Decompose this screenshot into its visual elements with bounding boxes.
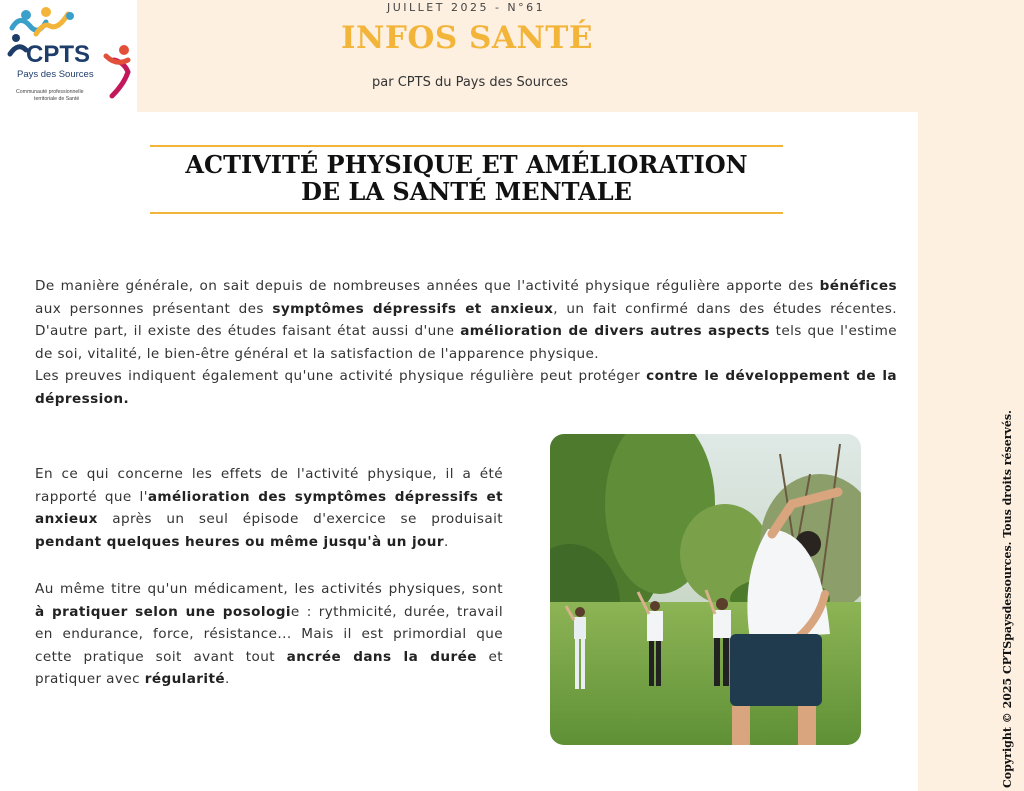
bold-text: à pratiquer selon une posologi bbox=[35, 603, 291, 620]
issue-label: JUILLET 2025 - N°61 bbox=[387, 1, 546, 14]
effects-paragraph bbox=[35, 463, 503, 553]
logo-box bbox=[0, 0, 137, 112]
title-rule-bottom bbox=[150, 212, 783, 214]
article-title bbox=[150, 151, 783, 205]
text-span: Au même titre qu'un médicament, les activités physiques, sont bbox=[35, 581, 503, 597]
text-span: et pratiquer avec bbox=[35, 648, 503, 687]
bold-text: bénéfices bbox=[819, 278, 897, 294]
byline: par CPTS du Pays des Sources bbox=[372, 75, 568, 90]
text-span: après un seul épisode d'exercice se produisait bbox=[97, 511, 503, 527]
logo-subtitle-line2: territoriale de Santé bbox=[34, 96, 80, 102]
copyright-notice: Copyright © 2025 CPTSpaysdessources. Tous droits réservés. bbox=[1001, 410, 1014, 788]
bold-text: amélioration de divers autres aspects bbox=[460, 323, 770, 339]
article-title-line1: ACTIVITÉ PHYSIQUE ET AMÉLIORATION bbox=[185, 150, 748, 179]
text-span: . bbox=[443, 533, 449, 550]
bold-text: ancrée dans la durée bbox=[286, 648, 477, 665]
bold-text: contre le développement de la dépression. bbox=[35, 368, 897, 407]
exercise-photo bbox=[550, 434, 861, 745]
newsletter-title: INFOS SANTÉ bbox=[340, 20, 593, 56]
text-span: . bbox=[224, 671, 230, 687]
text-span: e : rythmicité, durée, travail en endurance, force, résistance... Mais il est primordial que cette pratique soit avant tout bbox=[35, 603, 503, 665]
cpts-logo bbox=[6, 4, 134, 106]
text-span: aux personnes présentant des bbox=[35, 300, 273, 317]
bold-text: régularité bbox=[144, 671, 225, 687]
bold-text: symptômes dépressifs et anxieux bbox=[272, 300, 554, 317]
logo-tagline: Pays des Sources bbox=[17, 69, 94, 80]
text-span: Les preuves indiquent également qu'une activité physique régulière peut protéger bbox=[35, 368, 647, 384]
logo-subtitle-line1: Communauté professionnelle bbox=[16, 89, 84, 95]
bold-text: amélioration des symptômes dépressifs et anxieux bbox=[35, 488, 503, 527]
park-exercise-illustration bbox=[550, 434, 861, 745]
text-span: , un fait confirmé dans des études récentes. D'autre part, il existe des études faisant état aussi d'une bbox=[35, 300, 897, 339]
text-span: De manière générale, on sait depuis de nombreuses années que l'activité physique régulière apporte des bbox=[35, 278, 820, 294]
article-title-line2: DE LA SANTÉ MENTALE bbox=[301, 177, 632, 206]
title-rule-top bbox=[150, 145, 783, 147]
text-span: En ce qui concerne les effets de l'activité physique, il a été rapporté que l' bbox=[35, 466, 503, 505]
text-span: tels que l'estime de soi, vitalité, le bien-être général et la satisfaction de l'apparence physique. bbox=[35, 323, 897, 362]
posology-paragraph bbox=[35, 578, 503, 691]
bold-text: pendant quelques heures ou même jusqu'à un jour bbox=[35, 533, 444, 550]
intro-paragraph bbox=[35, 275, 897, 410]
logo-cpts-text: CPTS bbox=[26, 41, 91, 68]
